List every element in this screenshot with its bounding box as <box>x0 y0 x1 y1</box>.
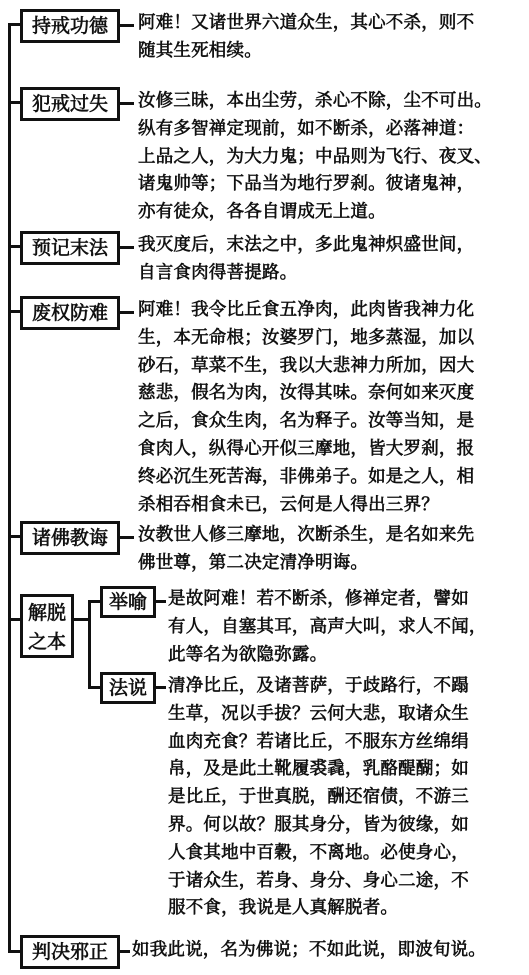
section-label-line2: 之本 <box>27 631 66 653</box>
sub-label: 举喻 <box>108 591 147 613</box>
sub-branch-spine <box>88 600 91 688</box>
section-text-3: 我灭度后，末法之中，多此鬼神炽盛世间， 自言食肉得菩提路。 <box>138 235 475 283</box>
section-text-1: 阿难！又诸世界六道众生，其心不杀，则不 随其生死相续。 <box>138 13 475 61</box>
tree-spine <box>8 24 11 952</box>
section-label: 犯戒过失 <box>31 93 108 115</box>
sub-text-1: 是故阿难！若不断杀，修禅定者，譬如 有人，自塞其耳，高声大叫，求人不闻， 此等名为欲隐弥露。 <box>168 589 487 665</box>
sub-label-box-2 <box>100 672 156 704</box>
section-text-2: 汝修三昧，本出尘劳，杀心不除，尘不可出。 纵有多智禅定现前，如不断杀，必落神道： 上品之人，为大力鬼；中品则为飞行、夜叉、 诸鬼帅等；下品当为地行罗刹。彼诸鬼神， 亦有徒众，各各自谓成无上道。 <box>138 91 492 223</box>
connector-dash <box>156 686 166 689</box>
section-label-line1: 解脱 <box>27 602 66 624</box>
connector-dash <box>120 536 134 539</box>
label-box-2 <box>20 87 120 121</box>
label-box-5 <box>20 521 120 555</box>
connector-dash <box>120 246 134 249</box>
section-text-4: 阿难！我令比丘食五净肉，此肉皆我神力化 生，本无命根；汝婆罗门，地多蒸湿，加以 砂石，草菜不生，我以大悲神力所加，因大 慈悲，假名为肉，汝得其味。奈何如来灭度 之后，食众生肉，名为释子。汝等当知，是 食肉人，纵得心开似三摩地，皆大罗刹，报 终必沉生死苦海，非佛弟子。如是之人，相 杀相吞相食未已，云何是人得出三界？ <box>138 300 475 515</box>
section-text-7: 如我此说，名为佛说；不如此说，即波旬说。 <box>132 940 486 960</box>
label-box-1 <box>20 9 120 43</box>
sub-branch-tick <box>88 600 100 603</box>
label-box-7 <box>20 935 120 969</box>
section-label: 废权防难 <box>31 302 108 324</box>
connector-dash <box>120 311 134 314</box>
sub-label: 法说 <box>108 677 147 699</box>
sub-text-2: 清净比丘，及诸菩萨，于歧路行，不蹋 生草，况以手拔？云何大悲，取诸众生 血肉充食？若诸比丘，不服东方丝绵绢 帛，及是此土靴履裘毳，乳酪醍醐；如 是比丘，于世真脱，酬还宿债，不游三 界。何以故？服其身分，皆为彼缘，如 人食其地中百穀，不离地。必使身心， 于诸众生，若身、身分、身心二途，不 服不食，我说是人真解脱者。 <box>168 676 469 919</box>
section-label: 持戒功德 <box>31 15 108 37</box>
connector-dash <box>120 24 134 27</box>
connector-dash <box>156 600 166 603</box>
section-label: 判决邪正 <box>31 941 108 963</box>
connector-dash <box>120 950 130 953</box>
section-label: 诸佛教诲 <box>31 527 108 549</box>
label-box-4 <box>20 296 120 330</box>
section-label: 预记末法 <box>31 237 108 259</box>
sub-label-box-1 <box>100 586 156 618</box>
label-box-6 <box>20 594 74 658</box>
connector-dash <box>120 102 134 105</box>
sub-branch-tick <box>88 686 100 689</box>
section-text-5: 汝教世人修三摩地，次断杀生，是名如来先 佛世尊，第二决定清净明诲。 <box>138 525 475 573</box>
label-box-3 <box>20 231 120 265</box>
